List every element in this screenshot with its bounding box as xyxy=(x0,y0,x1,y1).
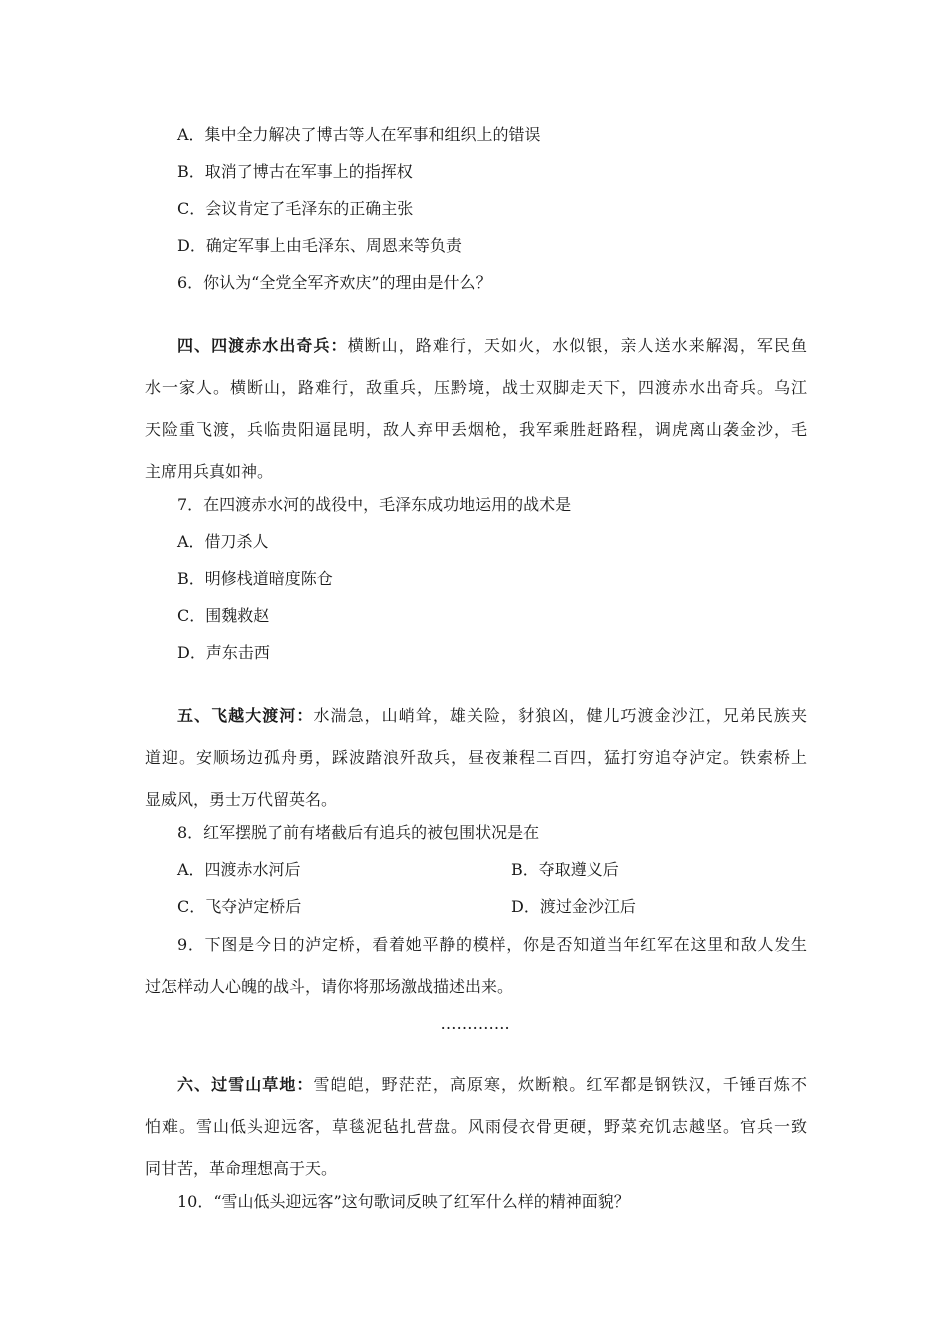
q5-option-d: D．确定军事上由毛泽东、周恩来等负责 xyxy=(177,236,462,255)
q5-option-b: B．取消了博古在军事上的指挥权 xyxy=(177,162,413,181)
q8-option-c: C．飞夺泸定桥后 xyxy=(177,897,302,916)
q8-options-row-2 xyxy=(0,896,950,918)
section-6-line-2: 怕难。雪山低头迎远客，草毯泥毡扎营盘。风雨侵衣骨更硬，野菜充饥志越坚。官兵一致 xyxy=(145,1117,807,1136)
answer-ellipsis: …………. xyxy=(440,1014,510,1033)
section-6-text-1: 雪皑皑，野茫茫，高原寒，炊断粮。红军都是钢铁汉，千锤百炼不 xyxy=(313,1075,807,1094)
q7-option-c: C．围魏救赵 xyxy=(177,606,270,625)
section-4-line-3: 天险重飞渡，兵临贵阳逼昆明，敌人弃甲丢烟枪，我军乘胜赶路程，调虎离山袭金沙，毛 xyxy=(145,420,807,439)
question-9-line-2: 过怎样动人心魄的战斗，请你将那场激战描述出来。 xyxy=(145,977,514,996)
section-4-line-1 xyxy=(0,335,807,357)
section-6-line-3: 同甘苦，革命理想高于天。 xyxy=(145,1159,338,1178)
section-4-line-4: 主席用兵真如神。 xyxy=(145,462,274,481)
section-5-title: 五、飞越大渡河： xyxy=(177,706,314,725)
section-6-title: 六、过雪山草地： xyxy=(177,1075,314,1094)
section-5-line-1 xyxy=(0,705,807,727)
q8-option-a: A．四渡赤水河后 xyxy=(177,860,301,879)
q7-option-a: A．借刀杀人 xyxy=(177,532,269,551)
q5-option-c: C．会议肯定了毛泽东的正确主张 xyxy=(177,199,414,218)
q7-option-d: D．声东击西 xyxy=(177,643,270,662)
question-9-line-1: 9．下图是今日的泸定桥，看着她平静的模样，你是否知道当年红军在这里和敌人发生 xyxy=(177,935,807,954)
q8-option-d: D．渡过金沙江后 xyxy=(511,897,636,916)
question-8: 8．红军摆脱了前有堵截后有追兵的被包围状况是在 xyxy=(177,823,540,842)
question-7: 7．在四渡赤水河的战役中，毛泽东成功地运用的战术是 xyxy=(177,495,572,514)
section-5-text-1: 水湍急，山峭耸，雄关险，豺狼凶，健儿巧渡金沙江，兄弟民族夹 xyxy=(313,706,807,725)
question-6: 6．你认为“全党全军齐欢庆”的理由是什么？ xyxy=(177,273,492,292)
q7-option-b: B．明修栈道暗度陈仓 xyxy=(177,569,333,588)
section-4-text-1: 横断山，路难行，天如火，水似银，亲人送水来解渴，军民鱼 xyxy=(347,336,807,355)
q8-option-b: B．夺取遵义后 xyxy=(511,860,619,879)
q8-options-row-1 xyxy=(0,859,950,881)
question-10: 10．“雪山低头迎远客”这句歌词反映了红军什么样的精神面貌？ xyxy=(177,1192,630,1211)
section-5-line-3: 显威风，勇士万代留英名。 xyxy=(145,790,338,809)
section-6-line-1 xyxy=(0,1074,807,1096)
section-5-line-2: 道迎。安顺场边孤舟勇，踩波踏浪歼敌兵，昼夜兼程二百四，猛打穷追夺泸定。铁索桥上 xyxy=(145,748,807,767)
q5-option-a: A．集中全力解决了博古等人在军事和组织上的错误 xyxy=(177,125,541,144)
section-4-title: 四、四渡赤水出奇兵： xyxy=(177,336,348,355)
section-4-line-2: 水一家人。横断山，路难行，敌重兵，压黔境，战士双脚走天下，四渡赤水出奇兵。乌江 xyxy=(145,378,807,397)
